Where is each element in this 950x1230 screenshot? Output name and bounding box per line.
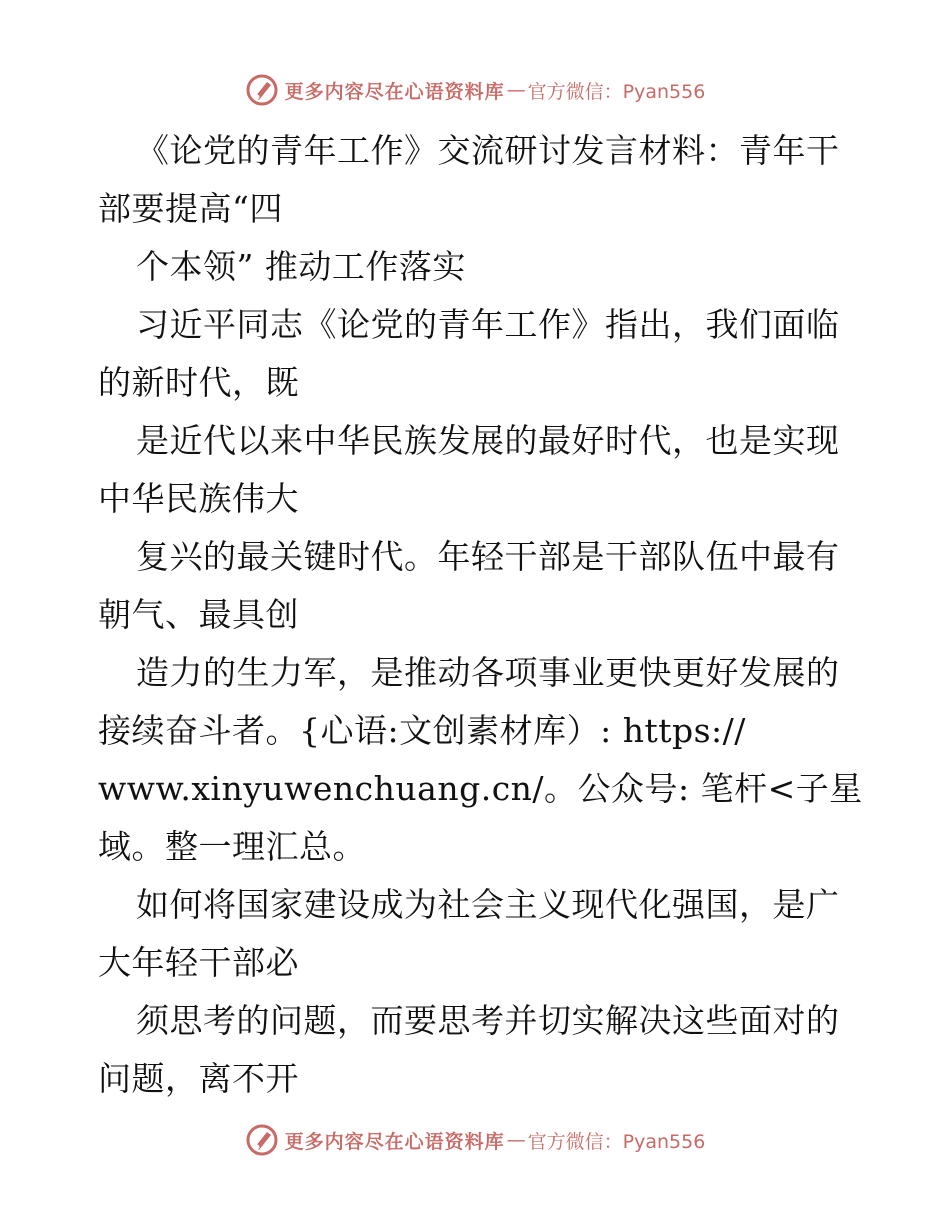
paragraph-line: 中华民族伟大 <box>98 479 299 518</box>
paragraph-line: 大年轻干部必 <box>98 943 299 982</box>
watermark-banner-top <box>0 70 950 110</box>
paragraph-line: 复兴的最关键时代。年轻干部是干部队伍中最有 <box>136 537 840 576</box>
paragraph-line: 朝气、最具创 <box>98 595 299 634</box>
paragraph-line: 接续奋斗者。{心语:文创素材库）: https:// <box>98 711 746 750</box>
paragraph-line: 域。整一理汇总。 <box>98 827 366 866</box>
title-line-2: 部要提高“四 <box>98 189 283 228</box>
watermark-wechat: 官方微信：Pyan556 <box>527 80 706 103</box>
pen-seal-logo-icon <box>245 1123 279 1157</box>
paragraph-line: 须思考的问题，而要思考并切实解决这些面对的 <box>136 1001 840 1040</box>
document-body <box>98 122 863 1108</box>
paragraph-line: 的新时代，既 <box>98 363 299 402</box>
paragraph-line: 是近代以来中华民族发展的最好时代，也是实现 <box>136 421 840 460</box>
watermark-text: 更多内容尽在心语资料库 <box>284 80 505 103</box>
watermark-separator: — <box>506 79 526 101</box>
title-line-3: 个本领” 推动工作落实 <box>136 247 466 286</box>
pen-seal-logo-icon <box>245 73 279 107</box>
paragraph-line: 如何将国家建设成为社会主义现代化强国，是广 <box>136 885 840 924</box>
title-line-1: 《论党的青年工作》交流研讨发言材料：青年干 <box>136 131 840 170</box>
watermark-text: 更多内容尽在心语资料库 <box>284 1130 505 1153</box>
paragraph-line: 习近平同志《论党的青年工作》指出，我们面临 <box>136 305 840 344</box>
watermark-banner-bottom <box>0 1120 950 1160</box>
paragraph-line: 问题，离不开 <box>98 1059 299 1098</box>
paragraph-line: 造力的生力军，是推动各项事业更快更好发展的 <box>136 653 840 692</box>
watermark-separator: — <box>506 1129 526 1151</box>
paragraph-line: www.xinyuwenchuang.cn/。公众号: 笔杆<子星 <box>98 769 863 808</box>
watermark-wechat: 官方微信：Pyan556 <box>527 1130 706 1153</box>
